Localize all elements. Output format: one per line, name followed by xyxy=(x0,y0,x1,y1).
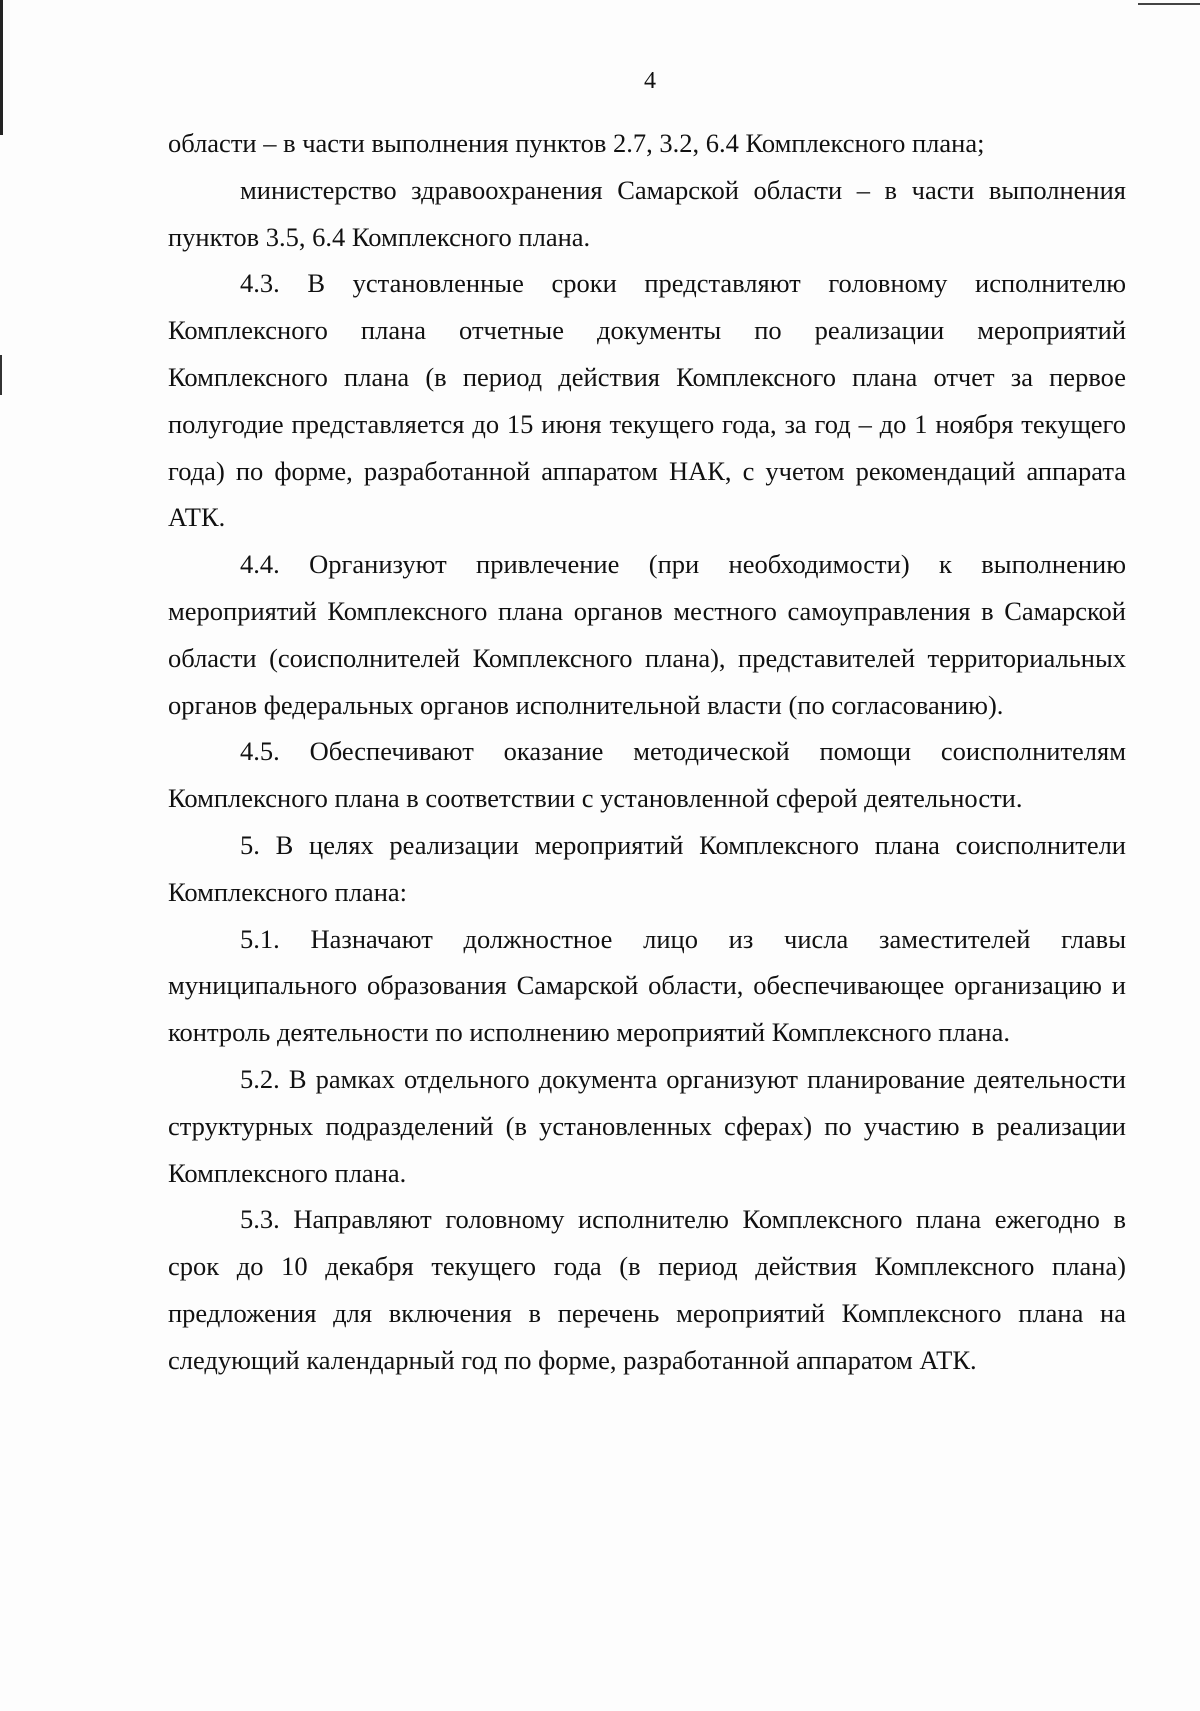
page-number: 4 xyxy=(644,68,656,94)
document-body xyxy=(168,120,1126,1384)
paragraph-4-3: 4.3. В установленные сроки представляют головному исполнителю Комплексного плана отчетные документы по реализации мероприятий Комплексного плана (в период действия Комплексного плана отчет за первое полугодие представляется до 15 июня текущего года, за год – до 1 ноября текущего года) по форме, разработанной аппаратом НАК, с учетом рекомендаций аппарата АТК. xyxy=(168,268,1126,533)
paragraph-5-3: 5.3. Направляют головному исполнителю Комплексного плана ежегодно в срок до 10 декабря текущего года (в период действия Комплексного плана) предложения для включения в перечень мероприятий Комплексного плана на следующий календарный год по форме, разработанной аппаратом АТК. xyxy=(168,1204,1126,1375)
paragraph-5-2: 5.2. В рамках отдельного документа организуют планирование деятельности структурных подразделений (в установленных сферах) по участию в реализации Комплексного плана. xyxy=(168,1063,1126,1188)
paragraph-5: 5. В целях реализации мероприятий Комплексного плана соисполнители Комплексного плана: xyxy=(168,829,1126,907)
paragraph-4-4: 4.4. Организуют привлечение (при необходимости) к выполнению мероприятий Комплексного плана органов местного самоуправления в Самарской области (соисполнителей Комплексного плана), представителей территориальных органов федеральных органов исполнительной власти (по согласованию). xyxy=(168,549,1126,720)
paragraph-5-1: 5.1. Назначают должностное лицо из числа заместителей главы муниципального образования Самарской области, обеспечивающее организацию и контроль деятельности по исполнению мероприятий Комплексного плана. xyxy=(168,923,1126,1048)
scan-edge-mark-lower xyxy=(0,355,2,395)
paragraph-health-ministry: министерство здравоохранения Самарской области – в части выполнения пунктов 3.5, 6.4 Комплексного плана. xyxy=(168,174,1126,252)
paragraph-continuation: области – в части выполнения пунктов 2.7, 3.2, 6.4 Комплексного плана; xyxy=(168,128,985,158)
paragraph-4-5: 4.5. Обеспечивают оказание методической помощи соисполнителям Комплексного плана в соответствии с установленной сферой деятельности. xyxy=(168,736,1126,814)
scan-top-rule xyxy=(1138,3,1200,5)
